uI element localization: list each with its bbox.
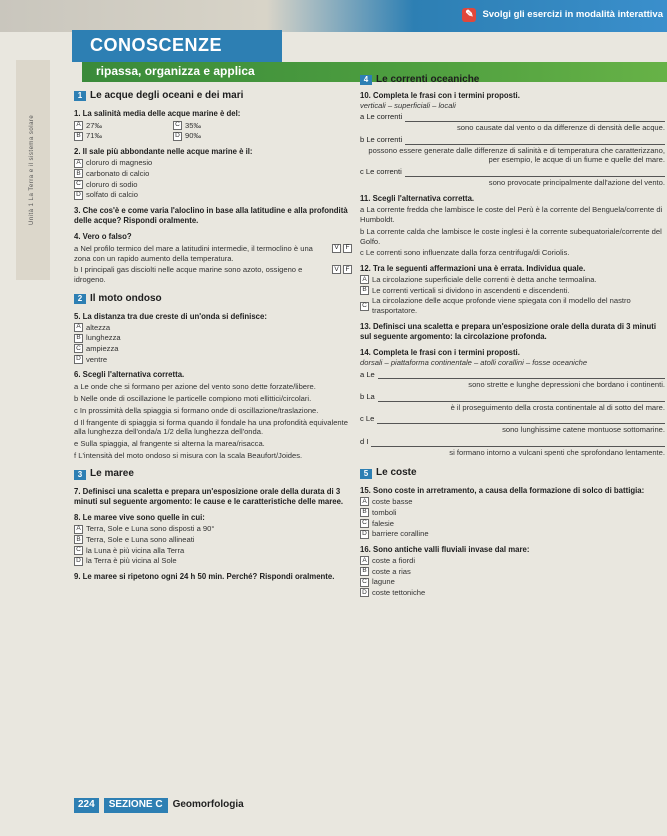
footer-section: SEZIONE C bbox=[104, 798, 168, 813]
q8-option-d[interactable]: D la Terra è più vicina al Sole bbox=[74, 556, 352, 566]
q2-option-c[interactable]: C cloruro di sodio bbox=[74, 180, 352, 190]
q6-item-a[interactable]: a Le onde che si formano per azione del vento sono dette forzate/libere. bbox=[74, 382, 316, 392]
question-13: 13. Definisci una scaletta e prepara un'esposizione orale della durata di 3 minuti sul seguente argomento: la circolazione profonda. bbox=[360, 321, 657, 341]
page-number: 224 bbox=[74, 798, 99, 813]
q5-option-a[interactable]: A altezza bbox=[74, 323, 352, 333]
q8-option-b[interactable]: B Terra, Sole e Luna sono allineati bbox=[74, 535, 352, 545]
q15-option-b[interactable]: B tomboli bbox=[360, 508, 665, 518]
section-1-title: 1 Le acque degli oceani e dei mari bbox=[74, 90, 352, 103]
q1-option-c[interactable]: C 35‰ bbox=[173, 121, 264, 131]
q16-option-c[interactable]: C lagune bbox=[360, 577, 665, 587]
page-footer bbox=[74, 798, 244, 813]
q2-option-b[interactable]: B carbonato di calcio bbox=[74, 169, 352, 179]
question-15: 15. Sono coste in arretramento, a causa della formazione di solco di battigia: A coste basse B tomboli C falesie D barriere coralline bbox=[360, 486, 665, 539]
q4a-true-box[interactable]: V bbox=[332, 244, 341, 253]
q15-option-a[interactable]: A coste basse bbox=[360, 497, 665, 507]
q11-item-c[interactable]: c Le correnti sono influenzate dalla forza centrifuga/di Coriolis. bbox=[360, 248, 570, 258]
question-10: 10. Completa le frasi con i termini proposti. verticali – superficiali – locali a Le correnti sono causate dal vento o da differenze di densità delle acque. b Le correnti possono essere generate dalle differenze di salinità e di temperatura che caratterizzano, per esempio, le acque di un fiume e quelle del mare. c Le correnti sono provocate principalmente dall'azione del vento. bbox=[360, 90, 665, 187]
q6-item-d[interactable]: d Il frangente di spiaggia si forma quando il fondale ha una profondità equivalente alla lunghezza dell'onda/a 1/2 della lunghezza dell'onda. bbox=[74, 417, 348, 437]
q2-option-d[interactable]: D solfato di calcio bbox=[74, 190, 352, 200]
q6-item-c[interactable]: c In prossimità della spiaggia si formano onde di oscillazione/traslazione. bbox=[74, 405, 319, 415]
q14d-blank[interactable] bbox=[371, 439, 665, 447]
section-subheader: ripassa, organizza e applica bbox=[82, 62, 667, 82]
q6-item-f[interactable]: f L'intensità del moto ondoso si misura con la scala Beaufort/Joides. bbox=[74, 450, 303, 460]
question-1: 1. La salinità media delle acque marine è del: A 27‰ C 35‰ B 71‰ D 90‰ bbox=[74, 109, 352, 141]
q8-option-a[interactable]: A Terra, Sole e Luna sono disposti a 90° bbox=[74, 524, 352, 534]
q14b-blank[interactable] bbox=[378, 394, 665, 402]
question-4: 4. Vero o falso? a Nel profilo termico del mare a latitudini intermedie, il termoclino è una zona con un rapido aumento della temperatura. V F b I principali gas disciolti nelle acque marine sono azoto, ossigeno e idrogeno. V F bbox=[74, 232, 352, 285]
q1-option-a[interactable]: A 27‰ bbox=[74, 121, 165, 131]
q12-option-a[interactable]: A La circolazione superficiale delle correnti è detta anche termoalina. bbox=[360, 275, 665, 285]
footer-title: Geomorfologia bbox=[172, 799, 244, 810]
q1-option-b[interactable]: B 71‰ bbox=[74, 131, 165, 141]
right-column bbox=[360, 70, 665, 598]
q15-option-c[interactable]: C falesie bbox=[360, 519, 665, 529]
book-spine: Unità 1 La Terra e il sistema solare bbox=[16, 60, 50, 280]
promo-label: Svolgi gli esercizi in modalità interattiva bbox=[482, 8, 663, 20]
section-4-title: 4 Le correnti oceaniche bbox=[360, 74, 665, 87]
q10c-blank[interactable] bbox=[405, 169, 665, 177]
question-16: 16. Sono antiche valli fluviali invase dal mare: A coste a fiordi B coste a rias C lagune D coste tettoniche bbox=[360, 545, 665, 598]
q16-option-a[interactable]: A coste a fiordi bbox=[360, 556, 665, 566]
q1-option-d[interactable]: D 90‰ bbox=[173, 131, 264, 141]
q6-item-e[interactable]: e Sulla spiaggia, al frangente si alterna la marea/risacca. bbox=[74, 439, 265, 449]
q15-option-d[interactable]: D barriere coralline bbox=[360, 529, 665, 539]
question-12: 12. Tra le seguenti affermazioni una è errata. Individua quale. A La circolazione superficiale delle correnti è detta anche termoalina. B Le correnti verticali si dividono in ascendenti e discendenti. C La circolazione delle acque profonde viene spiegata con il modello del nastro trasportatore. bbox=[360, 264, 665, 316]
question-9: 9. Le maree si ripetono ogni 24 h 50 min. Perché? Rispondi oralmente. bbox=[74, 572, 335, 582]
section-3-title: 3 Le maree bbox=[74, 468, 352, 481]
top-bar bbox=[0, 0, 667, 32]
q11-item-a[interactable]: a La corrente fredda che lambisce le coste del Perù è la corrente del Benguela/corrente di Humboldt. bbox=[360, 205, 663, 225]
q6-item-b[interactable]: b Nelle onde di oscillazione le particelle compiono moti ellittici/circolari. bbox=[74, 394, 312, 404]
q5-option-b[interactable]: B lunghezza bbox=[74, 333, 352, 343]
q5-option-d[interactable]: D ventre bbox=[74, 355, 352, 365]
q5-option-c[interactable]: C ampiezza bbox=[74, 344, 352, 354]
q8-option-c[interactable]: C la Luna è più vicina alla Terra bbox=[74, 546, 352, 556]
question-8: 8. Le maree vive sono quelle in cui: A Terra, Sole e Luna sono disposti a 90° B Terra, Sole e Luna sono allineati C la Luna è più vicina alla Terra D la Terra è più vicina al Sole bbox=[74, 513, 352, 566]
q16-option-b[interactable]: B coste a rias bbox=[360, 567, 665, 577]
question-11: 11. Scegli l'alternativa corretta. a La corrente fredda che lambisce le coste del Perù è la corrente del Benguela/corrente di Humboldt. b La corrente calda che lambisce le coste inglesi è la corrente subequatoriale/corrente del Golfo. c Le correnti sono influenzate dalla forza centrifuga/di Coriolis. bbox=[360, 194, 665, 259]
q2-option-a[interactable]: A cloruro di magnesio bbox=[74, 158, 352, 168]
q12-option-c[interactable]: C La circolazione delle acque profonde viene spiegata con il modello del nastro trasportatore. bbox=[360, 296, 665, 315]
q10b-blank[interactable] bbox=[405, 137, 665, 145]
question-2: 2. Il sale più abbondante nelle acque marine è il: A cloruro di magnesio B carbonato di calcio C cloruro di sodio D solfato di calcio bbox=[74, 147, 352, 200]
question-5: 5. La distanza tra due creste di un'onda si definisce: A altezza B lunghezza C ampiezza D ventre bbox=[74, 312, 352, 365]
q4b-false-box[interactable]: F bbox=[343, 265, 352, 274]
q4b-true-box[interactable]: V bbox=[332, 265, 341, 274]
left-column bbox=[74, 86, 352, 582]
section-5-title: 5 Le coste bbox=[360, 467, 665, 480]
section-header: CONOSCENZE bbox=[72, 30, 282, 62]
q14c-blank[interactable] bbox=[377, 416, 665, 424]
question-14: 14. Completa le frasi con i termini proposti. dorsali – piattaforma continentale – atolli corallini – fosse oceaniche a Le sono strette e lunghe depressioni che bordano i continenti. b La è il proseguimento della crosta continentale al di sotto del mare. c Le sono lunghissime catene montuose sottomarine. d I si formano intorno a vulcani spenti che sprofondano lentamente. bbox=[360, 347, 665, 457]
interactive-exercises-link[interactable] bbox=[462, 6, 663, 24]
question-3: 3. Che cos'è e come varia l'aloclino in base alla latitudine e alla profondità delle acque? Rispondi oralmente. bbox=[74, 206, 348, 226]
section-2-title: 2 Il moto ondoso bbox=[74, 293, 352, 306]
q4a-false-box[interactable]: F bbox=[343, 244, 352, 253]
q12-option-b[interactable]: B Le correnti verticali si dividono in ascendenti e discendenti. bbox=[360, 286, 665, 296]
q10a-blank[interactable] bbox=[405, 114, 665, 122]
q11-item-b[interactable]: b La corrente calda che lambisce le coste inglesi è la corrente subequatoriale/corrente del Golfo. bbox=[360, 226, 662, 246]
question-7: 7. Definisci una scaletta e prepara un'esposizione orale della durata di 3 minuti sul seguente argomento: le cause e le caratteristiche delle maree. bbox=[74, 487, 344, 507]
edit-icon: ✎ bbox=[462, 8, 476, 22]
q14a-blank[interactable] bbox=[378, 371, 665, 379]
question-6: 6. Scegli l'alternativa corretta. a Le onde che si formano per azione del vento sono dette forzate/libere. b Nelle onde di oscillazione le particelle compiono moti ellittici/circolari. c In prossimità della spiaggia si formano onde di oscillazione/traslazione. d Il frangente di spiaggia si forma quando il fondale ha una profondità equivalente alla lunghezza dell'onda/a 1/2 della lunghezza dell'onda. e Sulla spiaggia, al frangente si alterna la marea/risacca. f L'intensità del moto ondoso si misura con la scala Beaufort/Joides. bbox=[74, 370, 352, 460]
q16-option-d[interactable]: D coste tettoniche bbox=[360, 588, 665, 598]
